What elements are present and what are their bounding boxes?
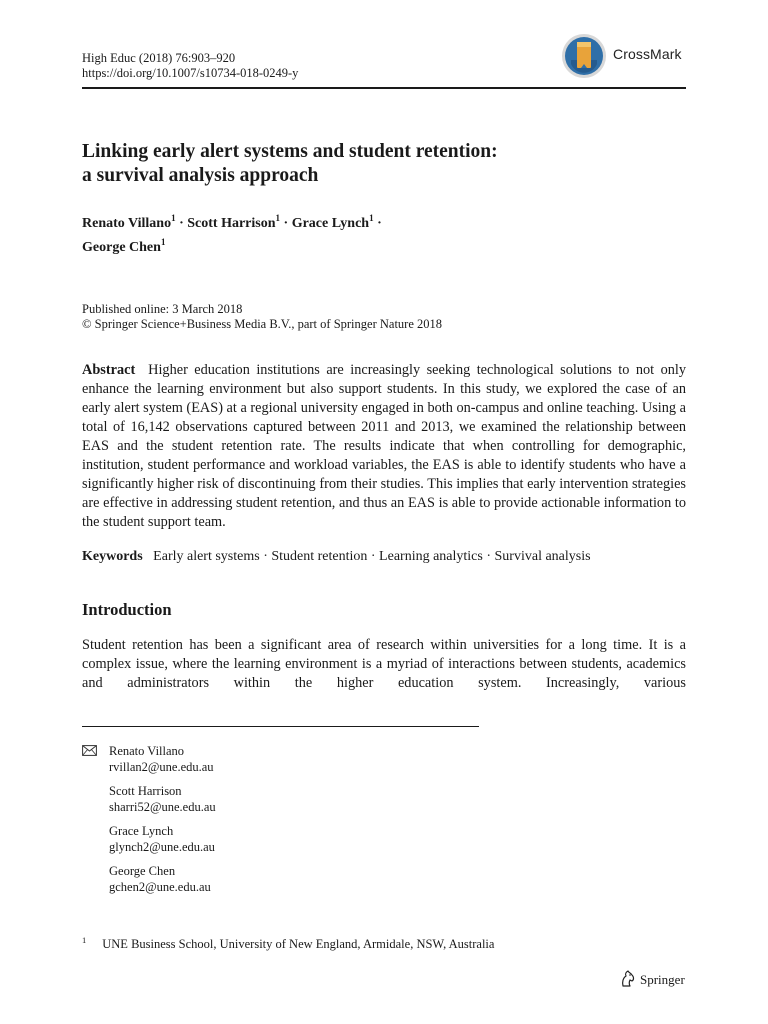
- author-name[interactable]: George Chen: [82, 240, 161, 255]
- introduction-text: Student retention has been a significant area of research within universities for a long time. It is a complex issue, where the learning environment is a myriad of interactions between students, academics and administrators within the higher education system. Increasingly, various: [82, 637, 686, 691]
- published-date: Published online: 3 March 2018: [82, 302, 243, 316]
- author-affiliation-mark: 1: [160, 237, 166, 247]
- contact-name: Scott Harrison: [109, 784, 182, 798]
- copyright-notice: © Springer Science+Business Media B.V., part of Springer Nature 2018: [82, 317, 443, 331]
- contact-name: Grace Lynch: [109, 824, 174, 838]
- crossmark-logo-icon: [561, 33, 607, 79]
- footnote-rule: [82, 726, 479, 727]
- contact-email[interactable]: glynch2@une.edu.au: [109, 839, 215, 854]
- contact-entry: [82, 824, 216, 855]
- contact-email[interactable]: rvillan2@une.edu.au: [109, 759, 214, 774]
- contact-email[interactable]: sharri52@une.edu.au: [109, 799, 216, 814]
- contact-name: George Chen: [109, 864, 176, 878]
- author-affiliation-mark: 1: [369, 213, 374, 223]
- contact-entry: [82, 744, 216, 775]
- introduction-heading: Introduction: [82, 600, 172, 619]
- springer-wordmark: Springer: [640, 972, 685, 987]
- affiliation-number: 1: [82, 935, 87, 945]
- author-name[interactable]: Renato Villano: [82, 216, 172, 231]
- affiliation-text: UNE Business School, University of New England, Armidale, NSW, Australia: [102, 937, 495, 951]
- author-affiliation-mark: 1: [171, 213, 176, 223]
- publication-info: [82, 302, 442, 332]
- journal-header: [82, 51, 298, 81]
- author-affiliation-mark: 1: [275, 213, 281, 223]
- author-contacts: [82, 744, 216, 904]
- crossmark-badge[interactable]: [561, 33, 691, 79]
- contact-entry: [82, 864, 216, 895]
- envelope-icon: [82, 745, 97, 756]
- abstract-label: Abstract: [82, 362, 136, 378]
- crossmark-label: CrossMark: [613, 46, 682, 62]
- doi-link[interactable]: https://doi.org/10.1007/s10734-018-0249-y: [82, 66, 299, 80]
- journal-citation: High Educ (2018) 76:903–920: [82, 51, 236, 65]
- author-name[interactable]: Scott Harrison: [187, 216, 276, 231]
- contact-entry: [82, 784, 216, 815]
- contact-name: Renato Villano: [109, 744, 185, 758]
- abstract-section: [82, 361, 686, 532]
- header-rule: [82, 87, 686, 89]
- contact-email[interactable]: gchen2@une.edu.au: [109, 879, 211, 894]
- author-list: Renato Villano$^1$ · Scott Harrison$^1$ · Grace Lynch$^1$ · George Chen$^1$: [82, 213, 382, 255]
- affiliation-footnote: [82, 933, 494, 952]
- springer-horse-icon: [620, 970, 636, 988]
- title-line-2: a survival analysis approach: [82, 165, 319, 186]
- author-name[interactable]: Grace Lynch: [291, 216, 370, 231]
- abstract-text: Higher education institutions are increasingly seeking technological solutions to not only enhance the learning environment but also support students. In this study, we explored the case of an early alert system (EAS) at a regional university engaged in both on-campus and online teaching. Using a total of 16,142 observations captured between 2011 and 2013, we examined the relationship between EAS and the student retention rate. The results indicate that when controlling for demographic, institution, student performance and workload variables, the EAS is able to identify students who have a significantly higher risk of discontinuing from their studies. This implies that early intervention strategies are effective in addressing student retention, and thus an EAS is able to provide actionable information to the student support team.: [82, 362, 686, 530]
- keywords-label: Keywords: [82, 549, 143, 564]
- paper-title: [82, 140, 682, 188]
- keywords-text: Early alert systems · Student retention · Learning analytics · Survival analysis: [153, 549, 591, 564]
- title-line-1: Linking early alert systems and student retention:: [82, 141, 498, 162]
- keywords-section: [82, 547, 686, 566]
